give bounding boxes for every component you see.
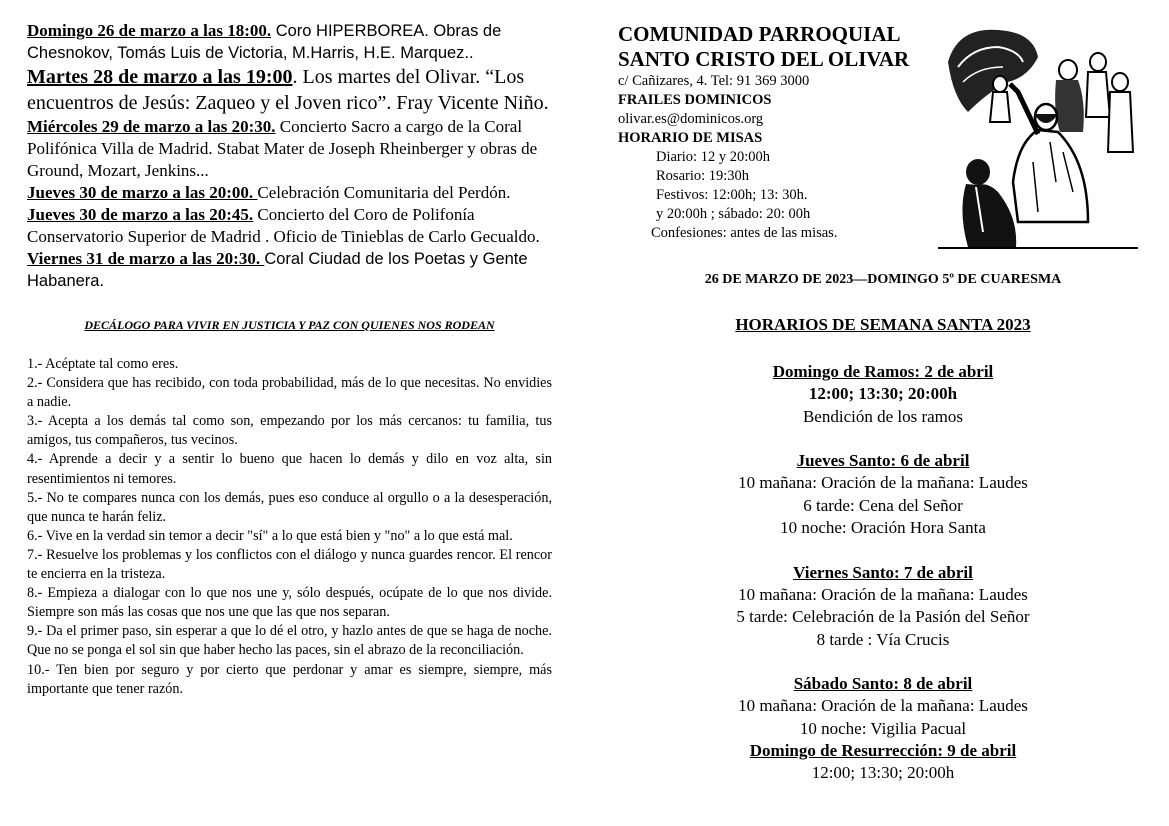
confesiones-line: Confesiones: antes de las misas. (651, 225, 838, 241)
schedule-day: Viernes Santo: 7 de abril (793, 562, 973, 582)
schedule-line: 5 tarde: Celebración de la Pasión del Señor (736, 607, 1030, 626)
decalogo-rule: 1.- Acéptate tal como eres. (27, 356, 179, 372)
event-item (27, 64, 552, 116)
event-text: Coral Ciudad de los Poetas y Gente Habanera. (27, 250, 528, 290)
event-heading: Viernes 31 de marzo a las 20:30. (27, 249, 265, 268)
decalogo-rule: 4.- Aprende a decir y a sentir lo bueno que hacen lo demás y dilo en voz alta, sin resentimientos ni temores. (27, 451, 552, 487)
schedule-line: 10 noche: Oración Hora Santa (780, 518, 986, 537)
address: c/ Cañizares, 4. Tel: 91 369 3000 (618, 73, 810, 89)
decalogo-rule: 8.- Empieza a dialogar con lo que nos une y, sólo después, ocúpate de lo que nos divide. Siempre son más las cosas que nos une que las que nos separan. (27, 585, 552, 621)
decalogo-rule: 10.- Ten bien por seguro y por cierto que perdonar y amar es siempre, siempre, más importante que tener razón. (27, 661, 552, 697)
schedule-line: 6 tarde: Cena del Señor (803, 495, 963, 515)
event-heading: Domingo 26 de marzo a las 18:00. (27, 21, 272, 40)
event-heading: Martes 28 de marzo a las 19:00 (27, 66, 293, 88)
decalogo-rule: 3.- Acepta a los demás tal como son, empezando por los más cercanos: tu familia, tus amigos, tus compañeros, tus vecinos. (27, 413, 552, 449)
decalogo-rule: 2.- Considera que has recibido, con toda probabilidad, más de lo que necesitas. No envidies a nadie. (27, 375, 552, 411)
schedule-day: Domingo de Ramos: 2 de abril (772, 362, 994, 381)
left-column (27, 20, 552, 699)
email: olivar.es@dominicos.org (618, 111, 764, 127)
org-name-line2: SANTO CRISTO DEL OLIVAR (618, 47, 910, 71)
schedule-line: 12:00; 13:30; 20:00h (811, 763, 955, 782)
decalogo-rule: 7.- Resuelve los problemas y los conflictos con el diálogo y nunca guardes rencor. El rencor te encierra en la tristeza. (27, 546, 552, 583)
holy-week-schedule (618, 361, 1148, 785)
schedule-day: Jueves Santo: 6 de abril (796, 451, 970, 470)
event-item (27, 182, 552, 204)
event-text: Celebración Comunitaria del Perdón. (257, 183, 511, 202)
horario-title: HORARIO DE MISAS (618, 130, 763, 146)
event-text: Coro HIPERBOREA. Obras de Chesnokov, Tomás Luis de Victoria, M.Harris, H.E. Marquez.. (27, 22, 502, 62)
schedule-line: 10 mañana: Oración de la mañana: Laudes (738, 473, 1028, 492)
schedule-line: Bendición de los ramos (802, 406, 964, 426)
decalogo-rule: 6.- Vive en la verdad sin temor a decir "sí" a lo que está bien y "no" a lo que está mal. (27, 527, 513, 544)
schedule-line: 12:00; 13:30; 20:00h (808, 384, 958, 403)
event-item (27, 248, 552, 292)
mass-line: Rosario: 19:30h (656, 168, 750, 184)
event-text: Concierto del Coro de Polifonía Conservatorio Superior de Madrid . Oficio de Tinieblas de Carlo Gecualdo. (27, 205, 540, 246)
holy-week-title: HORARIOS DE SEMANA SANTA 2023 (735, 315, 1031, 334)
zaqueo-illustration (938, 22, 1138, 252)
decalogo-rule: 5.- No te compares nunca con los demás, pues eso conduce al orgullo o a la desesperación, que nunca te harán feliz. (27, 489, 552, 525)
schedule-line: 10 mañana: Oración de la mañana: Laudes (738, 584, 1028, 604)
event-item (27, 20, 552, 64)
event-text: . Los martes del Olivar. “Los encuentros de Jesús: Zaqueo y el Joven rico”. Fray Vicente Niño. (27, 66, 549, 114)
schedule-line: 8 tarde : Vía Crucis (816, 629, 950, 649)
event-heading: Miércoles 29 de marzo a las 20:30. (27, 117, 276, 136)
org-name-line1: COMUNIDAD PARROQUIAL (618, 22, 901, 46)
date-line: 26 DE MARZO DE 2023—DOMINGO 5º DE CUARESMA (704, 272, 1062, 287)
decalogo-rule: 9.- Da el primer paso, sin esperar a que lo dé el otro, y hazlo antes de que se haga de noche. Que no se ponga el sol sin que haber hecho las paces, sin el abrazo de la reconciliación. (27, 623, 552, 659)
mass-line: Festivos: 12:00h; 13: 30h. (656, 187, 808, 203)
mass-line: Diario: 12 y 20:00h (656, 149, 770, 165)
event-item (27, 116, 552, 182)
mass-line: y 20:00h ; sábado: 20: 00h (656, 206, 811, 222)
decalogo-title: DECÁLOGO PARA VIVIR EN JUSTICIA Y PAZ CON QUIENES NOS RODEAN (84, 318, 495, 332)
schedule-line: 10 mañana: Oración de la mañana: Laudes (738, 696, 1028, 715)
event-text: Concierto Sacro a cargo de la Coral Polifónica Villa de Madrid. Stabat Mater de Joseph Rheinberger y obras de Ground, Mozart, Jenkins... (27, 117, 538, 180)
schedule-day: Domingo de Resurrección: 9 de abril (749, 741, 1017, 760)
schedule-day: Sábado Santo: 8 de abril (793, 674, 973, 693)
event-heading: Jueves 30 de marzo a las 20:45. (27, 205, 254, 224)
event-heading: Jueves 30 de marzo a las 20:00. (27, 183, 258, 202)
event-item (27, 204, 552, 248)
frailes-label: FRAILES DOMINICOS (618, 92, 772, 108)
schedule-line: 10 noche: Vigilia Pacual (799, 718, 967, 738)
